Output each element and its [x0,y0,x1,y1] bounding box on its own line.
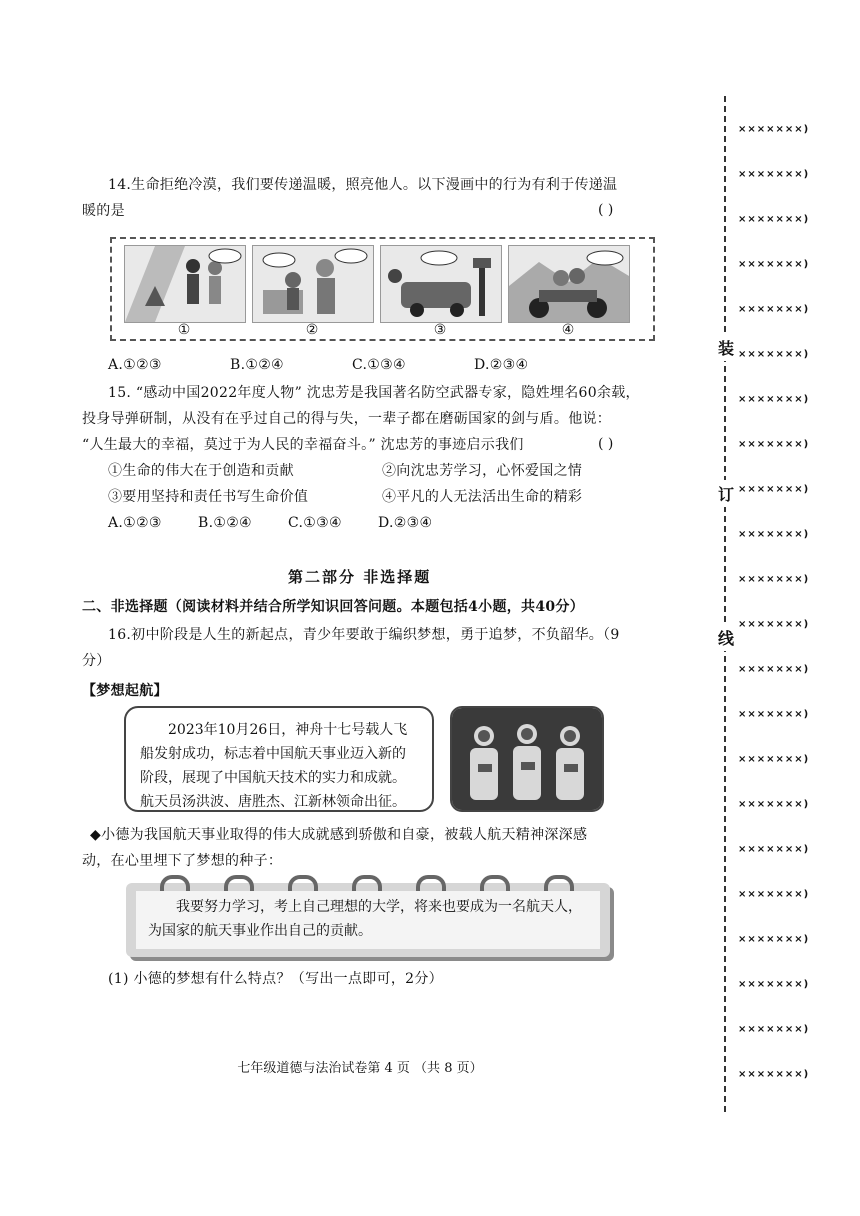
q14-option-d[interactable]: D.②③④ [474,357,529,373]
q15-statement-4: ④平凡的人无法活出生命的精彩 [382,489,583,505]
x-mark-row: ×××××××) [738,1024,810,1035]
q14-option-c[interactable]: C.①③④ [352,357,406,373]
q14-comic-strip [110,237,655,341]
q15-option-a[interactable]: A.①②③ [108,515,162,531]
q14-text-line2: 暖的是 [82,203,125,219]
x-mark-row: ×××××××) [738,934,810,945]
comic-panel-number-1: ① [177,322,191,338]
x-mark-row: ×××××××) [738,169,810,180]
x-mark-row: ×××××××) [738,124,810,135]
x-mark-row: ×××××××) [738,529,810,540]
x-mark-row: ×××××××) [738,619,810,630]
comic-panel-4 [508,245,630,323]
x-mark-row: ×××××××) [738,754,810,765]
comic-panel-number-4: ④ [561,322,575,338]
comic-car-illustration [381,246,501,322]
q16-paragraph-line1: ◆小德为我国航天事业取得的伟大成就感到骄傲和自豪，被载人航天精神深深感 [90,827,588,843]
comic-crosswalk-illustration [125,246,245,322]
x-mark-row: ×××××××) [738,709,810,720]
q15-text-line2: 投身导弹研制，从没有在乎过自己的得与失，一辈子都在磨砺国家的剑与盾。他说： [82,411,612,427]
q16-text-line2: 分） [82,653,111,669]
q16-text-line1: 16.初中阶段是人生的新起点，青少年要敢于编织梦想，勇于追梦，不负韶华。（9 [108,627,620,643]
q15-statement-1: ①生命的伟大在于创造和贡献 [108,463,294,479]
comic-panel-2 [252,245,374,323]
x-mark-row: ×××××××) [738,664,810,675]
page-footer: 七年级道德与法治试卷第 4 页 （共 8 页） [237,1061,483,1076]
x-mark-row: ×××××××) [738,304,810,315]
comic-bus-seat-illustration [253,246,373,322]
q15-statement-2: ②向沈忠芳学习，心怀爱国之情 [382,463,583,479]
x-mark-row: ×××××××) [738,259,810,270]
x-mark-row: ×××××××) [738,349,810,360]
binding-char-zhuang: 装 [718,334,734,361]
x-mark-row: ×××××××) [738,394,810,405]
x-mark-row: ×××××××) [738,979,810,990]
q14-option-b[interactable]: B.①②④ [230,357,284,373]
q14-answer-bracket[interactable]: ( ) [598,202,614,218]
x-mark-row: ×××××××) [738,439,810,450]
x-mark-row: ×××××××) [738,214,810,225]
q15-option-c[interactable]: C.①③④ [288,515,342,531]
q15-text-line3: “人生最大的幸福，莫过于为人民的幸福奋斗。” 沈忠芳的事迹启示我们 [82,437,524,453]
x-mark-row: ×××××××) [738,574,810,585]
q16-subquestion-1: (1) 小德的梦想有什么特点？（写出一点即可，2分） [108,971,443,987]
q14-options [108,352,528,378]
x-mark-row: ×××××××) [738,1069,810,1080]
q16-story-box: 2023年10月26日，神舟十七号载人飞船发射成功，标志着中国航天事业迈入新的阶段，展现了中国航天技术的实力和成就。航天员汤洪波、唐胜杰、江新林领命出征。 [124,706,434,812]
q16-paragraph-line2: 动，在心里埋下了梦想的种子： [82,853,283,869]
q15-options [108,510,432,536]
q15-option-b[interactable]: B.①②④ [198,515,252,531]
q15-answer-bracket[interactable]: ( ) [598,436,614,452]
comic-motorcycle-illustration [509,246,629,322]
x-mark-row: ×××××××) [738,799,810,810]
binding-line [724,96,726,1112]
comic-panel-number-3: ③ [433,322,447,338]
comic-panel-number-2: ② [305,322,319,338]
dream-text: 我要努力学习，考上自己理想的大学，将来也要成为一名航天人，为国家的航天事业作出自己的贡献。 [136,891,600,949]
part2-heading: 二、非选择题（阅读材料并结合所学知识回答问题。本题包括4小题，共40分） [82,599,585,615]
x-mark-row: ×××××××) [738,889,810,900]
q16-subsection-title: 【梦想起航】 [82,683,168,699]
x-mark-row: ×××××××) [738,844,810,855]
q15-option-d[interactable]: D.②③④ [378,515,433,531]
q15-statement-3: ③要用坚持和责任书写生命价值 [108,489,309,505]
comic-panel-3 [380,245,502,323]
binding-char-xian: 线 [718,624,734,651]
q14-option-a[interactable]: A.①②③ [108,357,162,373]
astronauts-photo [450,706,604,812]
q15-text-line1: 15. “感动中国2022年度人物” 沈忠芳是我国著名防空武器专家，隐姓埋名60余载， [108,385,640,401]
binding-char-ding: 订 [718,480,734,507]
comic-panel-1 [124,245,246,323]
part2-title: 第二部分 非选择题 [288,568,432,586]
q14-text-line1: 14.生命拒绝冷漠，我们要传递温暖，照亮他人。以下漫画中的行为有利于传递温 [108,177,618,193]
x-mark-row: ×××××××) [738,484,810,495]
astronauts-illustration [452,708,602,810]
dream-notebook [126,883,610,957]
q16-answer-area[interactable] [82,994,642,1044]
